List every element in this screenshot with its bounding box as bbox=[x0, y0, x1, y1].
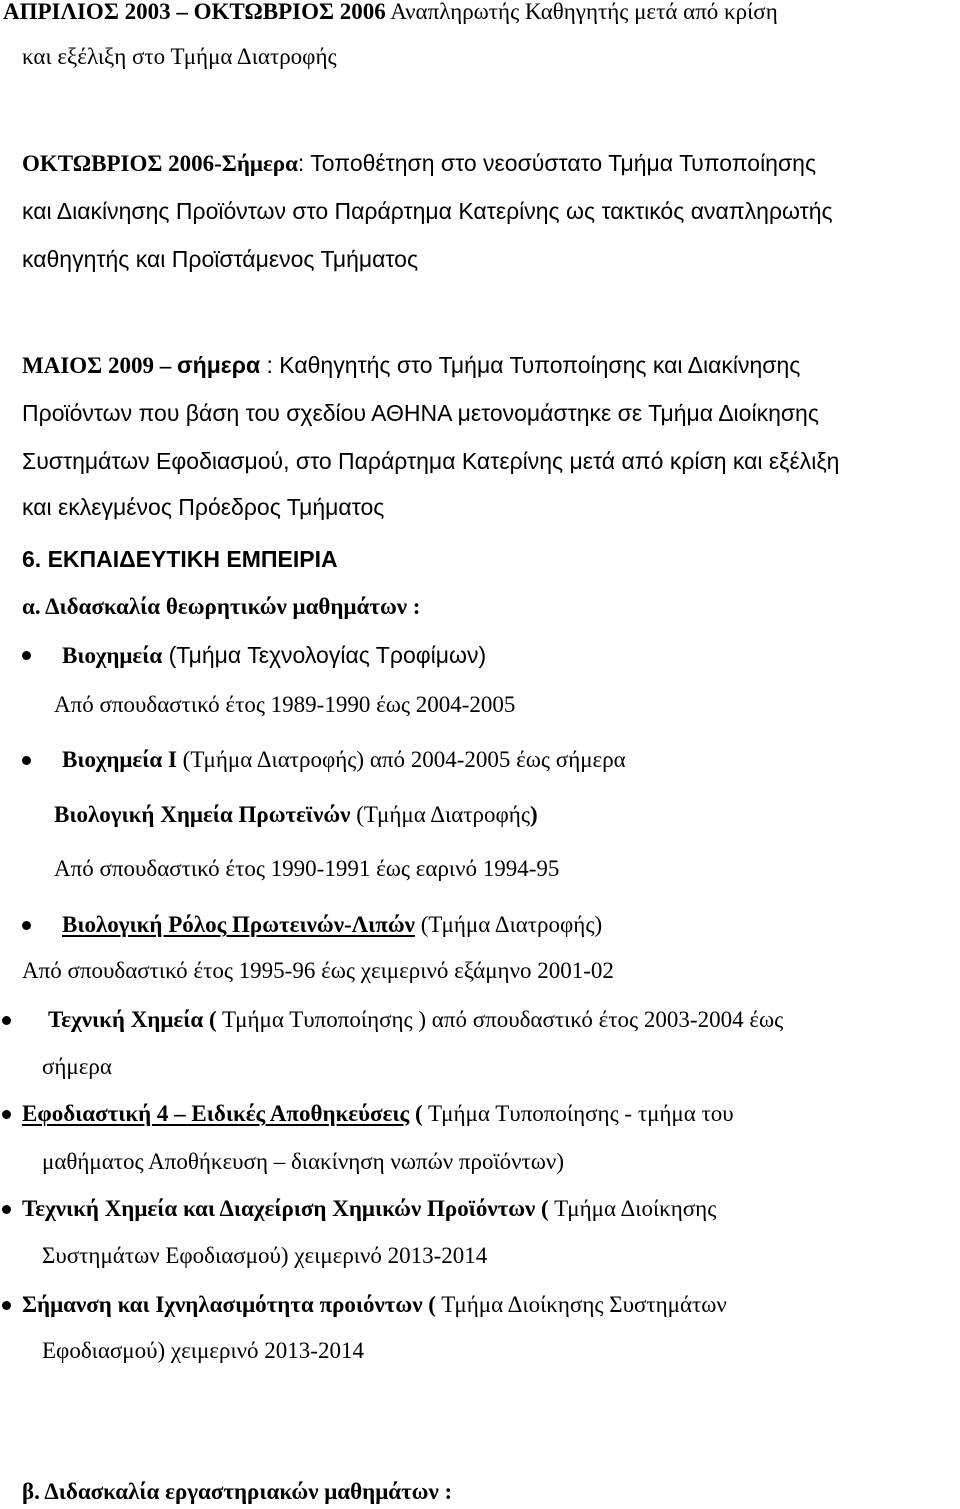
entry-2003-date: ΑΠΡΙΛΙΟΣ 2003 – ΟΚΤΩΒΡΙΟΣ 2006 bbox=[3, 0, 386, 24]
entry-2009-line2: Προϊόντων που βάση του σχεδίου ΑΘΗΝΑ μετονομάστηκε σε Τμήμα Διοίκησης bbox=[22, 400, 819, 426]
course-6-rest: Τμήμα Τυποποίησης - τμήμα του bbox=[422, 1101, 734, 1126]
course-3-years: Από σπουδαστικό έτος 1990-1991 έως εαρινό 1994-95 bbox=[54, 856, 560, 881]
course-3 bbox=[54, 801, 538, 829]
section-heading-teaching: 6. ΕΚΠΑΙΔΕΥΤΙΚΗ ΕΜΠΕΙΡΙΑ bbox=[22, 546, 338, 572]
course-7 bbox=[22, 1195, 716, 1223]
entry-2009-date-now: σήμερα bbox=[176, 352, 261, 378]
course-7-rest: Τμήμα Διοίκησης bbox=[548, 1196, 717, 1221]
bullet-icon bbox=[22, 756, 31, 765]
entry-2009-line3: Συστημάτων Εφοδιασμού, στο Παράρτημα Κατερίνης μετά από κρίση και εξέλιξη bbox=[22, 448, 840, 474]
course-8-title: Σήμανση και Ιχνηλασιμότητα προιόντων ( bbox=[22, 1292, 436, 1317]
bullet-icon bbox=[2, 1301, 11, 1310]
course-7-title: Τεχνική Χημεία και Διαχείριση Χημικών Προϊόντων ( bbox=[22, 1196, 549, 1221]
course-4-title: Βιολογική Ρόλος Πρωτεινών-Λιπών bbox=[62, 912, 415, 937]
entry-2006-line3: καθηγητής και Προϊστάμενος Τμήματος bbox=[22, 246, 419, 272]
course-2-rest: (Τμήμα Διατροφής) από 2004-2005 έως σήμερα bbox=[176, 747, 626, 772]
course-5-line2: σήμερα bbox=[42, 1054, 112, 1079]
course-8-rest: Τμήμα Διοίκησης Συστημάτων bbox=[435, 1292, 727, 1317]
entry-2009-line1 bbox=[22, 351, 800, 380]
course-7-line2: Συστημάτων Εφοδιασμού) χειμερινό 2013-2014 bbox=[42, 1243, 488, 1268]
entry-2003-line1 bbox=[3, 0, 778, 26]
entry-2009-date: ΜΑΙΟΣ 2009 – bbox=[22, 353, 177, 378]
course-1-title: Βιοχημεία bbox=[62, 643, 163, 668]
course-8 bbox=[22, 1291, 727, 1319]
subsection-b-heading: β. Διδασκαλία εργαστηριακών μαθημάτων : bbox=[22, 1479, 453, 1504]
course-2-title: Βιοχημεία Ι bbox=[62, 747, 177, 772]
course-1-dept: (Τμήμα Τεχνολογίας Τροφίμων) bbox=[162, 642, 487, 668]
entry-2003-line2: και εξέλιξη στο Τμήμα Διατροφής bbox=[22, 44, 337, 69]
subsection-a-heading: α. Διδασκαλία θεωρητικών μαθημάτων : bbox=[22, 594, 421, 619]
course-6 bbox=[22, 1100, 734, 1128]
course-5 bbox=[48, 1006, 783, 1034]
entry-2006-text: : Τοποθέτηση στο νεοσύστατο Τμήμα Τυποποίησης bbox=[297, 150, 817, 176]
entry-2009-line4: και εκλεγμένος Πρόεδρος Τμήματος bbox=[22, 494, 385, 520]
bullet-icon bbox=[2, 1205, 11, 1214]
bullet-icon bbox=[22, 651, 31, 660]
course-4 bbox=[62, 911, 602, 939]
course-6-line2: μαθήματος Αποθήκευση – διακίνηση νωπών προϊόντων) bbox=[42, 1149, 564, 1174]
course-1-years: Από σπουδαστικό έτος 1989-1990 έως 2004-2005 bbox=[54, 692, 516, 717]
course-5-rest: Τμήμα Τυποποίησης ) από σπουδαστικό έτος 2003-2004 έως bbox=[216, 1007, 784, 1032]
bullet-icon bbox=[2, 1110, 11, 1119]
bullet-icon bbox=[2, 1016, 11, 1025]
entry-2006-line2: και Διακίνησης Προϊόντων στο Παράρτημα Κατερίνης ως τακτικός αναπληρωτής bbox=[22, 198, 833, 224]
entry-2009-text: : Καθηγητής στο Τμήμα Τυποποίησης και Διακίνησης bbox=[260, 352, 801, 378]
entry-2006-line1 bbox=[22, 149, 816, 178]
entry-2003-text: Αναπληρωτής Καθηγητής μετά από κρίση bbox=[385, 0, 778, 24]
course-6-title: Εφοδιαστική 4 – Ειδικές Αποθηκεύσεις bbox=[22, 1101, 410, 1126]
course-1 bbox=[62, 641, 486, 670]
bullet-icon bbox=[22, 921, 31, 930]
course-6-paren: ( bbox=[409, 1101, 423, 1126]
course-5-title: Τεχνική Χημεία ( bbox=[48, 1007, 217, 1032]
entry-2006-date: ΟΚΤΩΒΡΙΟΣ 2006-Σήμερα bbox=[22, 151, 298, 176]
course-4-dept: (Τμήμα Διατροφής) bbox=[414, 912, 603, 937]
course-3-title: Βιολογική Χημεία Πρωτεϊνών bbox=[54, 802, 351, 827]
course-3-dept: (Τμήμα Διατροφής bbox=[350, 802, 530, 827]
course-4-years: Από σπουδαστικό έτος 1995-96 έως χειμερινό εξάμηνο 2001-02 bbox=[22, 958, 614, 983]
course-3-paren: ) bbox=[529, 802, 538, 827]
course-8-line2: Εφοδιασμού) χειμερινό 2013-2014 bbox=[42, 1338, 364, 1363]
course-2 bbox=[62, 746, 626, 774]
